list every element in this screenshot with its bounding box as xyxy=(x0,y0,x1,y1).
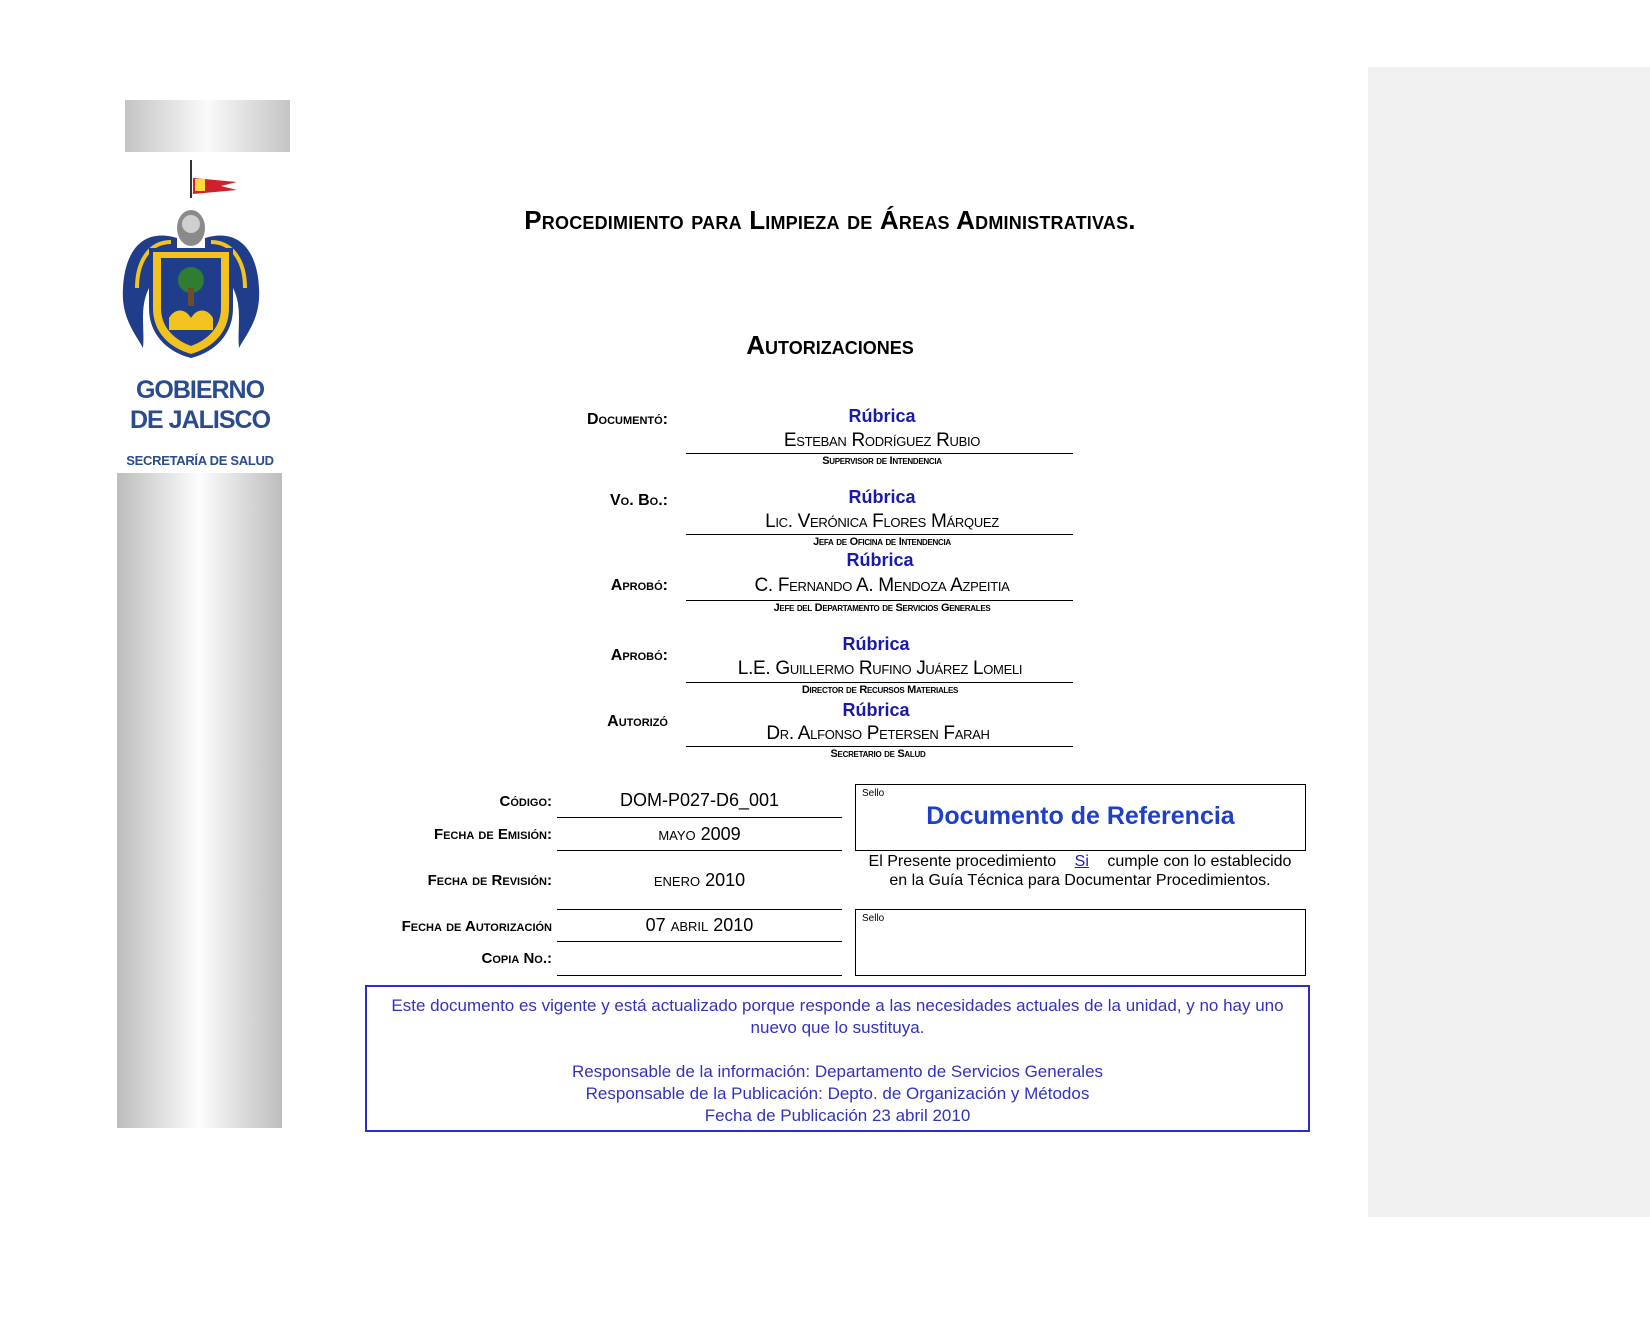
meta-line xyxy=(557,850,842,851)
copia-label: Copia No.: xyxy=(481,950,552,967)
section-title: Autorizaciones xyxy=(746,330,914,360)
signature-line xyxy=(686,534,1073,535)
notice-publication-date: Fecha de Publicación 23 abril 2010 xyxy=(704,1106,971,1125)
fecha-autorizacion-label: Fecha de Autorización xyxy=(401,918,552,935)
notice-validity: Este documento es vigente y está actualizado porque responde a las necesidades actuales de la unidad, y no hay uno nuevo que lo sustituya. xyxy=(391,996,1284,1037)
compliance-post: cumple con lo establecido en la Guía Técnica para Documentar Procedimientos. xyxy=(889,853,1292,889)
signer-role: Jefe del Departamento de Servicios Generales xyxy=(773,602,991,614)
document-title: Procedimiento para Limpieza de Áreas Administrativas. xyxy=(524,205,1136,235)
fecha-emision-label: Fecha de Emisión: xyxy=(433,826,552,843)
secretariat-name: SECRETARÍA DE SALUD xyxy=(126,453,274,468)
authorization-label: Aprobó: xyxy=(610,577,668,594)
government-name-line1: GOBIERNO xyxy=(135,376,265,404)
sello-label: Sello xyxy=(862,913,885,924)
authorization-label: Autorizó xyxy=(607,713,668,730)
signature-line xyxy=(686,746,1073,747)
compliance-pre: El Presente procedimiento xyxy=(868,853,1057,870)
signer-name: C. Fernando A. Mendoza Azpeitia xyxy=(754,575,1010,596)
fecha-revision-label: Fecha de Revisión: xyxy=(427,872,552,889)
reference-title: Documento de Referencia xyxy=(926,802,1235,830)
meta-line xyxy=(557,817,842,818)
side-gradient-bar xyxy=(117,473,282,1128)
signer-role: Jefa de Oficina de Intendencia xyxy=(813,536,951,548)
validity-notice xyxy=(365,985,1310,1132)
notice-publication-responsible: Responsable de la Publicación: Depto. de Organización y Métodos xyxy=(585,1084,1090,1103)
signer-name: L.E. Guillermo Rufino Juárez Lomeli xyxy=(737,658,1023,679)
government-name-line2: DE JALISCO xyxy=(129,406,271,434)
fecha-emision-value: mayo 2009 xyxy=(658,824,741,844)
codigo-value: DOM-P027-D6_001 xyxy=(619,790,780,810)
fecha-revision-value: enero 2010 xyxy=(653,870,746,890)
authorization-label: Vo. Bo.: xyxy=(609,492,668,509)
signer-name: Dr. Alfonso Petersen Farah xyxy=(766,723,990,744)
signer-name: Esteban Rodríguez Rubio xyxy=(783,430,981,451)
authorization-label: Aprobó: xyxy=(610,647,668,664)
signature-line xyxy=(686,682,1073,683)
reference-stamp-box xyxy=(855,784,1306,851)
page-margin-panel xyxy=(1368,67,1650,1217)
jalisco-coat-of-arms-icon xyxy=(115,158,275,368)
signer-name: Lic. Verónica Flores Márquez xyxy=(765,511,999,532)
meta-line xyxy=(557,909,842,910)
signer-role: Supervisor de Intendencia xyxy=(822,455,942,467)
signature-line xyxy=(686,453,1073,454)
rubrica-mark: Rúbrica xyxy=(848,487,916,507)
header-gradient-bar xyxy=(125,100,290,152)
codigo-label: Código: xyxy=(499,793,552,810)
compliance-statement xyxy=(860,852,1300,890)
meta-line xyxy=(557,975,842,976)
signer-role: Secretario de Salud xyxy=(830,748,926,760)
sello-stamp-box xyxy=(855,909,1306,976)
compliance-value: Si xyxy=(1074,853,1089,870)
rubrica-mark: Rúbrica xyxy=(848,406,916,426)
signature-line xyxy=(686,600,1073,601)
rubrica-mark: Rúbrica xyxy=(842,700,910,720)
meta-line xyxy=(557,941,842,942)
rubrica-mark: Rúbrica xyxy=(846,550,914,570)
signer-role: Director de Recursos Materiales xyxy=(801,684,959,696)
notice-info-responsible: Responsable de la información: Departamento de Servicios Generales xyxy=(571,1062,1104,1081)
rubrica-mark: Rúbrica xyxy=(842,634,910,654)
fecha-autorizacion-value: 07 abril 2010 xyxy=(645,915,754,935)
sello-label: Sello xyxy=(862,788,885,799)
government-name xyxy=(115,375,285,435)
authorization-label: Documentó: xyxy=(586,411,668,428)
